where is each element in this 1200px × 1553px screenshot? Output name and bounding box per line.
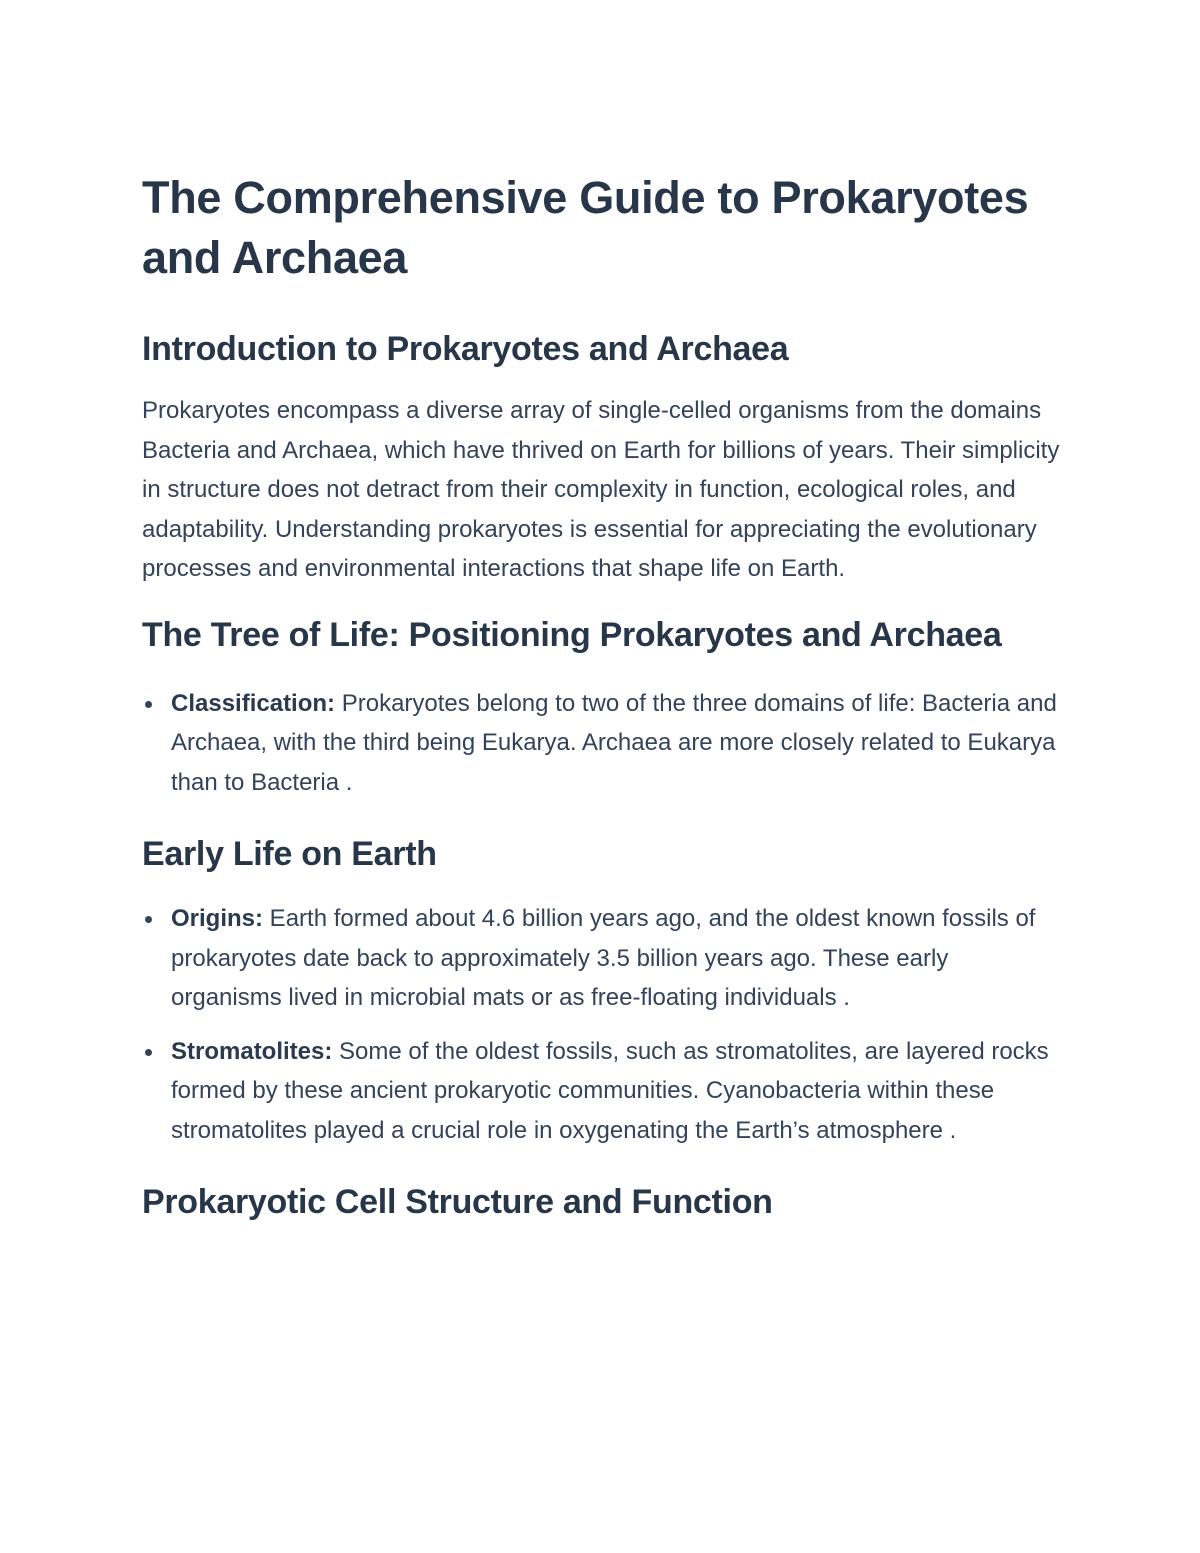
document-title: The Comprehensive Guide to Prokaryotes and Archaea bbox=[142, 172, 1029, 283]
introduction-paragraph: Prokaryotes encompass a diverse array of single-celled organisms from the domains Bacteria and Archaea, which have thrived on Earth for billions of years. Their simplicity in structure does not detract from their complexity in function, ecological roles, and adaptability. Understanding prokaryotes is essential for appreciating the evolutionary processes and environmental interactions that shape life on Earth. bbox=[142, 397, 1060, 582]
list-item-term: Stromatolites: bbox=[171, 1037, 333, 1065]
list-item-text: Earth formed about 4.6 billion years ago, and the oldest known fossils of prokaryotes date back to approximately 3.5 billion years ago. These early organisms lived in microbial mats or as free-floating individuals . bbox=[171, 905, 1036, 1011]
section-heading-cell-structure: Prokaryotic Cell Structure and Function bbox=[142, 1183, 773, 1221]
document-page bbox=[142, 168, 1062, 1227]
list-item-text: Prokaryotes belong to two of the three domains of life: Bacteria and Archaea, with the third being Eukarya. Archaea are more closely related to Eukarya than to Bacteria . bbox=[171, 689, 1057, 796]
early-life-list bbox=[142, 899, 1062, 1150]
list-item-term: Origins: bbox=[171, 905, 264, 932]
list-item-text: Some of the oldest fossils, such as stromatolites, are layered rocks formed by these ancient prokaryotic communities. Cyanobacteria within these stromatolites played a crucial role in oxygenating the Earth’s atmosphere . bbox=[171, 1037, 1049, 1144]
list-item-term: Classification: bbox=[171, 689, 336, 717]
section-heading-tree-of-life: The Tree of Life: Positioning Prokaryotes and Archaea bbox=[142, 615, 1002, 654]
bullet-icon bbox=[145, 916, 152, 923]
list-item bbox=[142, 1032, 1062, 1151]
bullet-icon bbox=[145, 701, 152, 708]
list-item bbox=[142, 899, 1062, 1018]
list-item bbox=[142, 684, 1062, 803]
section-heading-introduction: Introduction to Prokaryotes and Archaea bbox=[142, 330, 789, 368]
bullet-icon bbox=[145, 1049, 152, 1056]
tree-of-life-list bbox=[142, 684, 1062, 803]
section-heading-early-life: Early Life on Earth bbox=[142, 835, 437, 873]
